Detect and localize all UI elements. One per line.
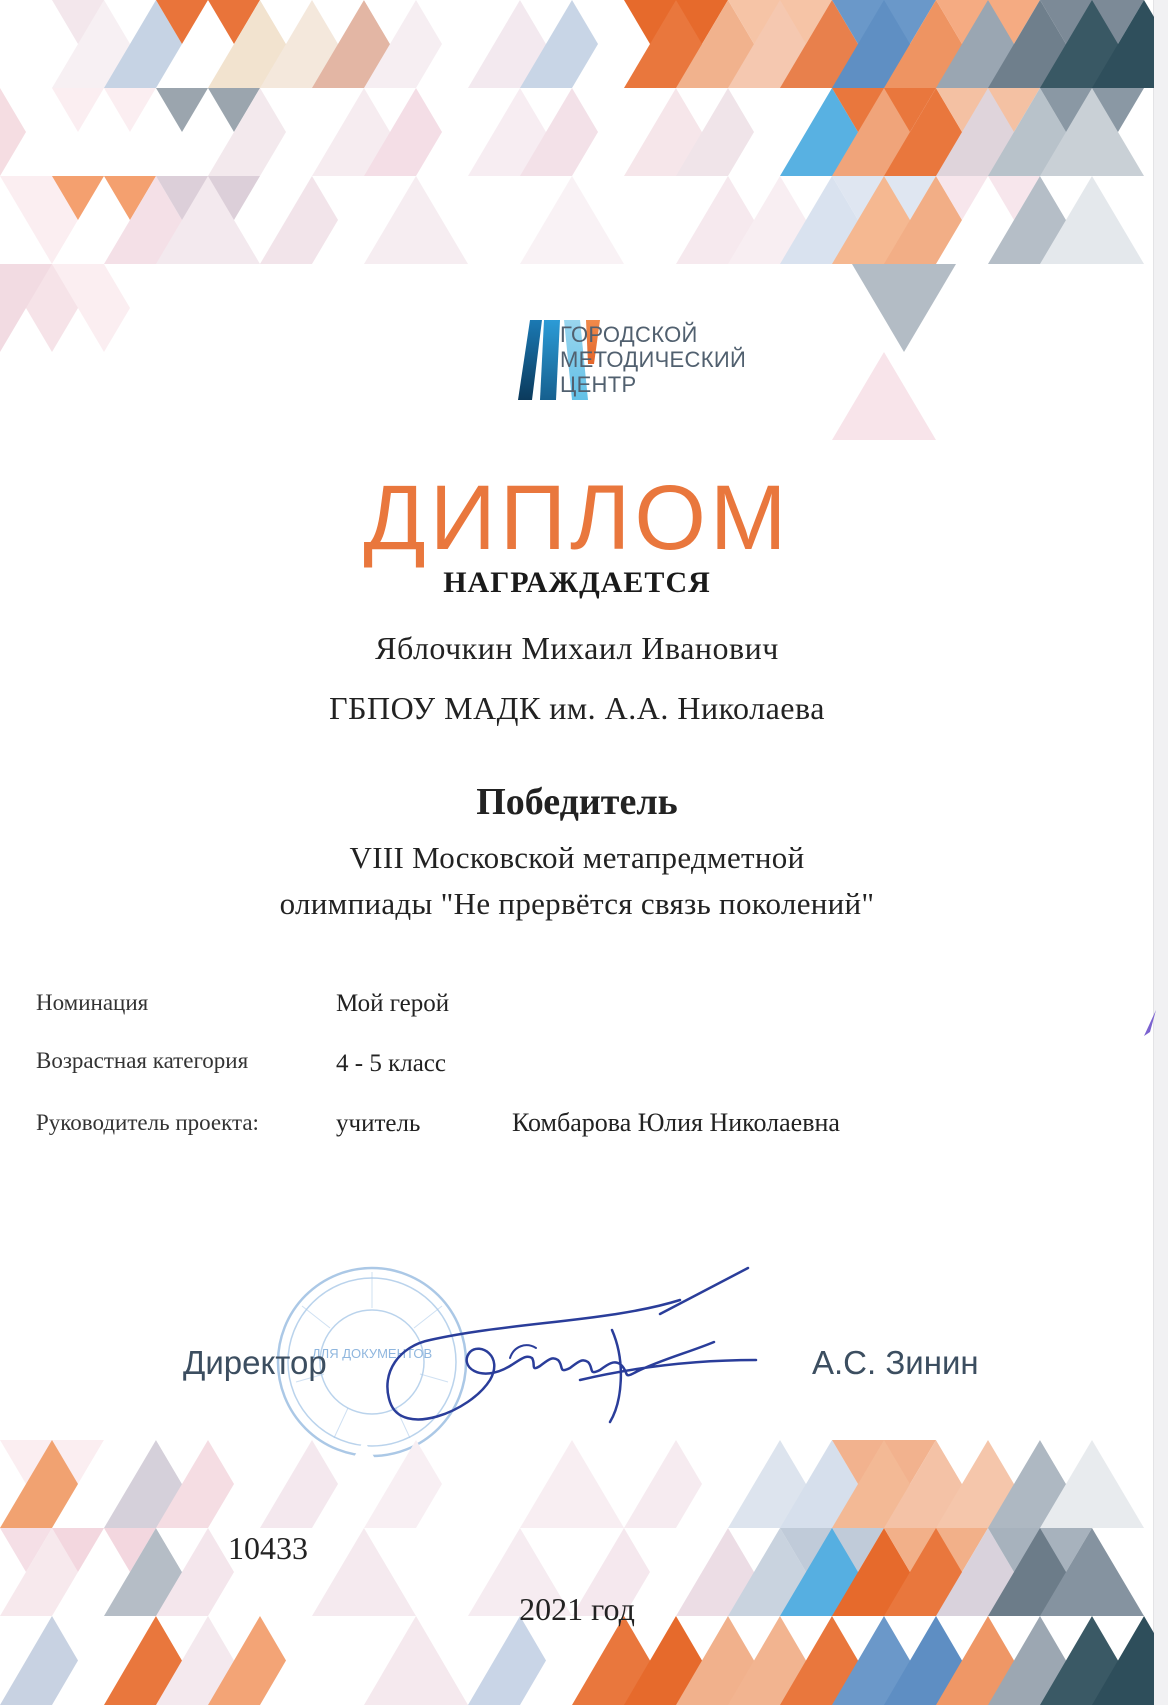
page-edge-strip (1153, 0, 1168, 1705)
awarded-label: НАГРАЖДАЕТСЯ (443, 566, 711, 599)
diploma-number: 10433 (228, 1530, 308, 1566)
director-name: А.С. Зинин (812, 1344, 979, 1381)
logo-wordmark (560, 322, 746, 397)
logo-line-2: МЕТОДИЧЕСКИЙ (560, 347, 747, 372)
diploma-year: 2021 год (519, 1591, 635, 1627)
supervisor-role: учитель (336, 1110, 421, 1137)
nomination-value: Мой герой (336, 990, 450, 1017)
diploma-title: ДИПЛОМ (363, 467, 791, 569)
logo-line-1: ГОРОДСКОЙ (560, 322, 698, 347)
age-category-label: Возрастная категория (36, 1048, 249, 1073)
decorative-triangle-pattern-bottom (0, 1440, 1154, 1705)
stamp-text: ДЛЯ ДОКУМЕНТОВ (311, 1346, 433, 1361)
recipient-organization: ГБПОУ МАДК им. А.А. Николаева (329, 690, 825, 726)
director-signature-icon (360, 1262, 780, 1462)
pen-mark-icon (1140, 1010, 1160, 1040)
supervisor-label: Руководитель проекта: (36, 1110, 259, 1135)
event-line-2: олимпиады "Не прервётся связь поколений" (279, 886, 875, 921)
director-label: Директор (183, 1344, 327, 1381)
recipient-name: Яблочкин Михаил Иванович (375, 630, 779, 666)
logo-line-3: ЦЕНТР (560, 372, 637, 397)
award-status: Победитель (476, 781, 678, 823)
event-line-1: VIII Московской метапредметной (349, 840, 805, 875)
nomination-label: Номинация (36, 990, 149, 1015)
age-category-value: 4 - 5 класс (336, 1050, 446, 1077)
supervisor-name: Комбарова Юлия Николаевна (512, 1108, 840, 1137)
